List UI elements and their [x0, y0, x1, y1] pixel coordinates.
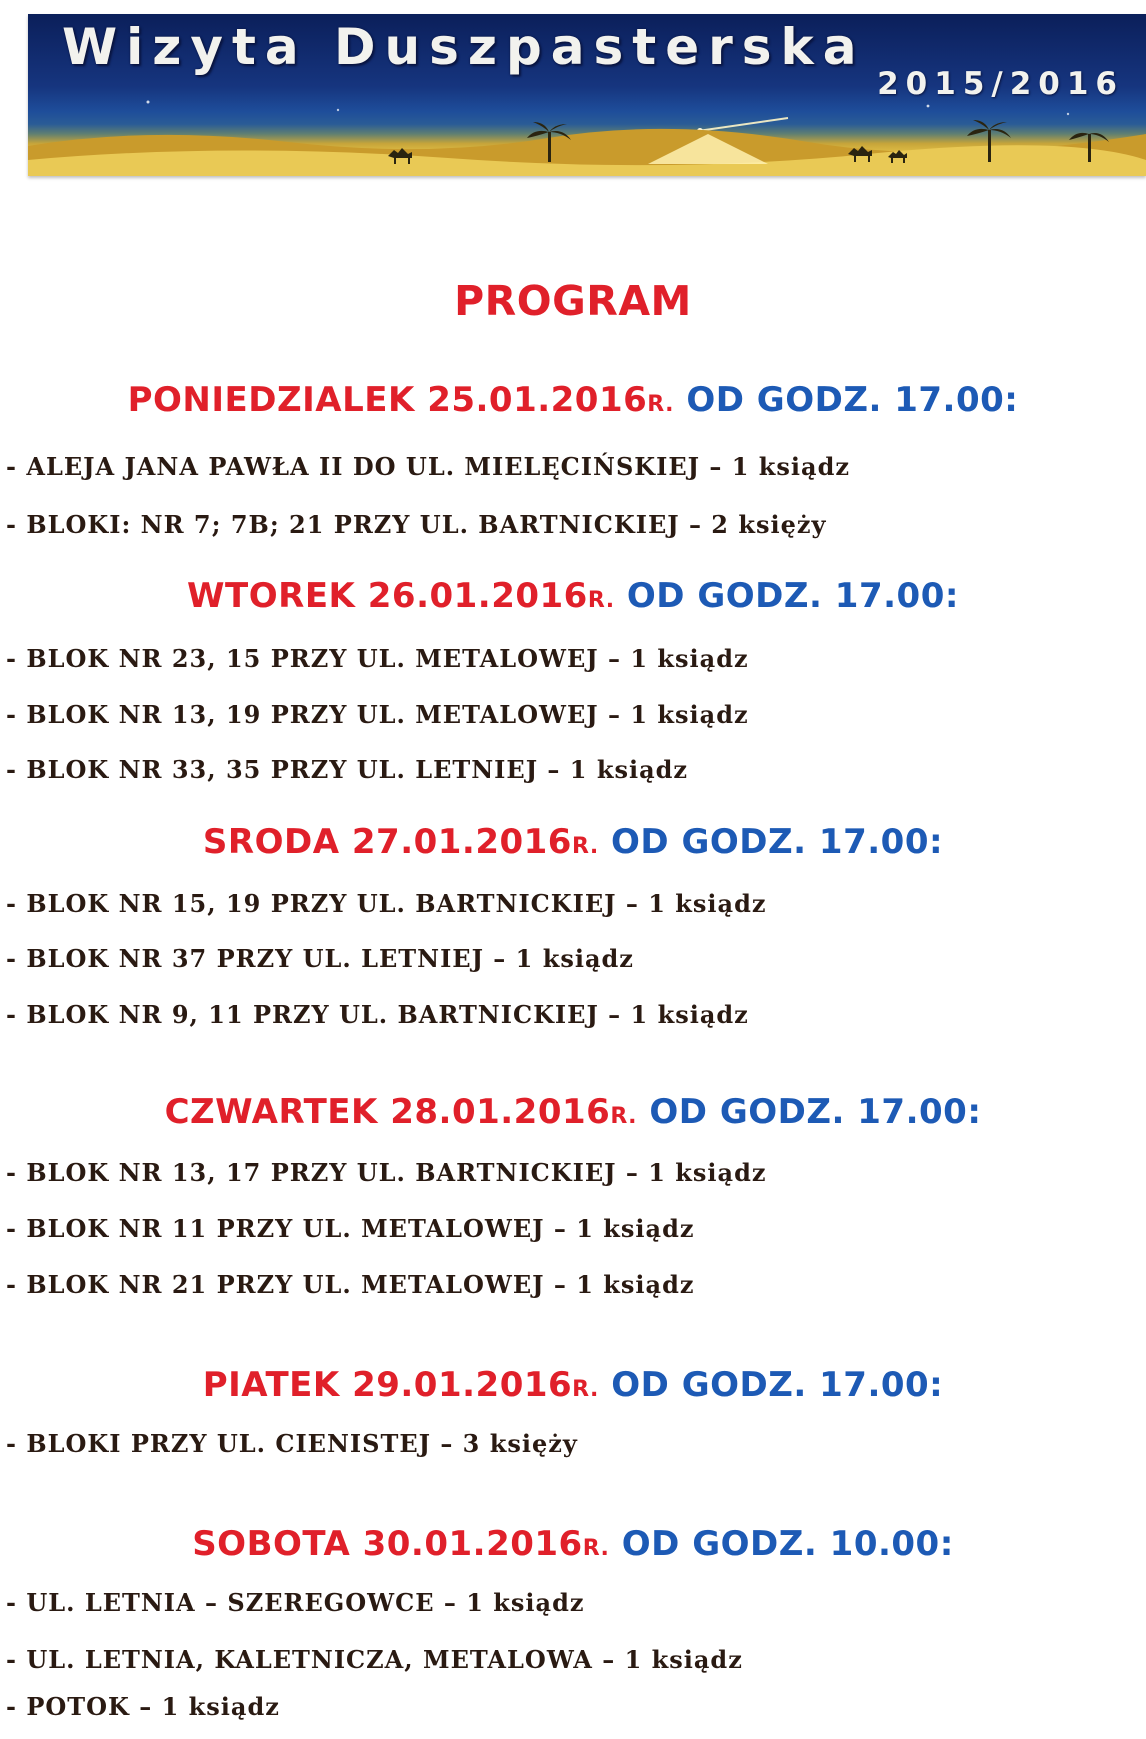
day-heading-sobota — [0, 1524, 1146, 1564]
list-item: - BLOK NR 13, 17 PRZY UL. BARTNICKIEJ – 1 ksiądz — [6, 1158, 767, 1187]
day-heading-czwartek — [0, 1092, 1146, 1132]
day-heading-wtorek — [0, 576, 1146, 616]
list-item: - BLOK NR 21 PRZY UL. METALOWEJ – 1 ksiądz — [6, 1270, 695, 1299]
day-date-suffix: R. — [572, 1377, 599, 1402]
day-name: SOBOTA — [192, 1524, 351, 1564]
day-date-suffix: R. — [587, 588, 615, 613]
day-heading-sroda — [0, 822, 1146, 862]
list-item: - BLOK NR 11 PRZY UL. METALOWEJ – 1 ksiądz — [6, 1214, 695, 1243]
day-time: OD GODZ. 17.00: — [611, 822, 944, 862]
day-time: OD GODZ. 17.00: — [686, 380, 1019, 420]
day-date: 27.01.2016 — [351, 822, 572, 862]
day-heading-poniedzialek — [0, 380, 1146, 420]
day-time: OD GODZ. 17.00: — [611, 1365, 944, 1405]
banner-title: Wizyta Duszpasterska — [62, 18, 866, 76]
day-date: 26.01.2016 — [367, 576, 588, 616]
day-name: WTOREK — [187, 576, 356, 616]
list-item: - BLOK NR 37 PRZY UL. LETNIEJ – 1 ksiądz — [6, 944, 634, 973]
list-item: - BLOKI: NR 7; 7B; 21 PRZY UL. BARTNICKIEJ – 2 księży — [6, 510, 827, 539]
day-name: PONIEDZIALEK — [127, 380, 415, 420]
day-date-suffix: R. — [582, 1536, 610, 1561]
list-item: - UL. LETNIA – SZEREGOWCE – 1 ksiądz — [6, 1588, 585, 1617]
day-time: OD GODZ. 17.00: — [626, 576, 959, 616]
header-banner — [28, 14, 1146, 176]
list-item: - BLOK NR 15, 19 PRZY UL. BARTNICKIEJ – 1 ksiądz — [6, 889, 767, 918]
day-name: SRODA — [202, 822, 340, 862]
day-date-suffix: R. — [647, 392, 674, 417]
banner-years: 2015/2016 — [877, 66, 1124, 102]
list-item: - BLOK NR 13, 19 PRZY UL. METALOWEJ – 1 ksiądz — [6, 700, 749, 729]
day-name: CZWARTEK — [164, 1092, 378, 1132]
day-date: 25.01.2016 — [427, 380, 648, 420]
day-date: 28.01.2016 — [390, 1092, 611, 1132]
list-item: - BLOK NR 33, 35 PRZY UL. LETNIEJ – 1 ksiądz — [6, 755, 689, 784]
list-item: - UL. LETNIA, KALETNICZA, METALOWA – 1 ksiądz — [6, 1645, 743, 1674]
day-date-suffix: R. — [610, 1104, 638, 1129]
day-time: OD GODZ. 10.00: — [621, 1524, 954, 1564]
list-item: - ALEJA JANA PAWŁA II DO UL. MIELĘCIŃSKIEJ – 1 ksiądz — [6, 452, 850, 481]
list-item: - POTOK – 1 ksiądz — [6, 1692, 280, 1721]
day-date-suffix: R. — [571, 834, 599, 859]
program-title: PROGRAM — [454, 277, 692, 325]
list-item: - BLOK NR 9, 11 PRZY UL. BARTNICKIEJ – 1 ksiądz — [6, 1000, 749, 1029]
day-time: OD GODZ. 17.00: — [649, 1092, 982, 1132]
day-name: PIATEK — [202, 1365, 340, 1405]
day-date: 30.01.2016 — [362, 1524, 583, 1564]
day-heading-piatek — [0, 1365, 1146, 1405]
list-item: - BLOKI PRZY UL. CIENISTEJ – 3 księży — [6, 1429, 578, 1458]
day-date: 29.01.2016 — [352, 1365, 573, 1405]
list-item: - BLOK NR 23, 15 PRZY UL. METALOWEJ – 1 ksiądz — [6, 644, 749, 673]
